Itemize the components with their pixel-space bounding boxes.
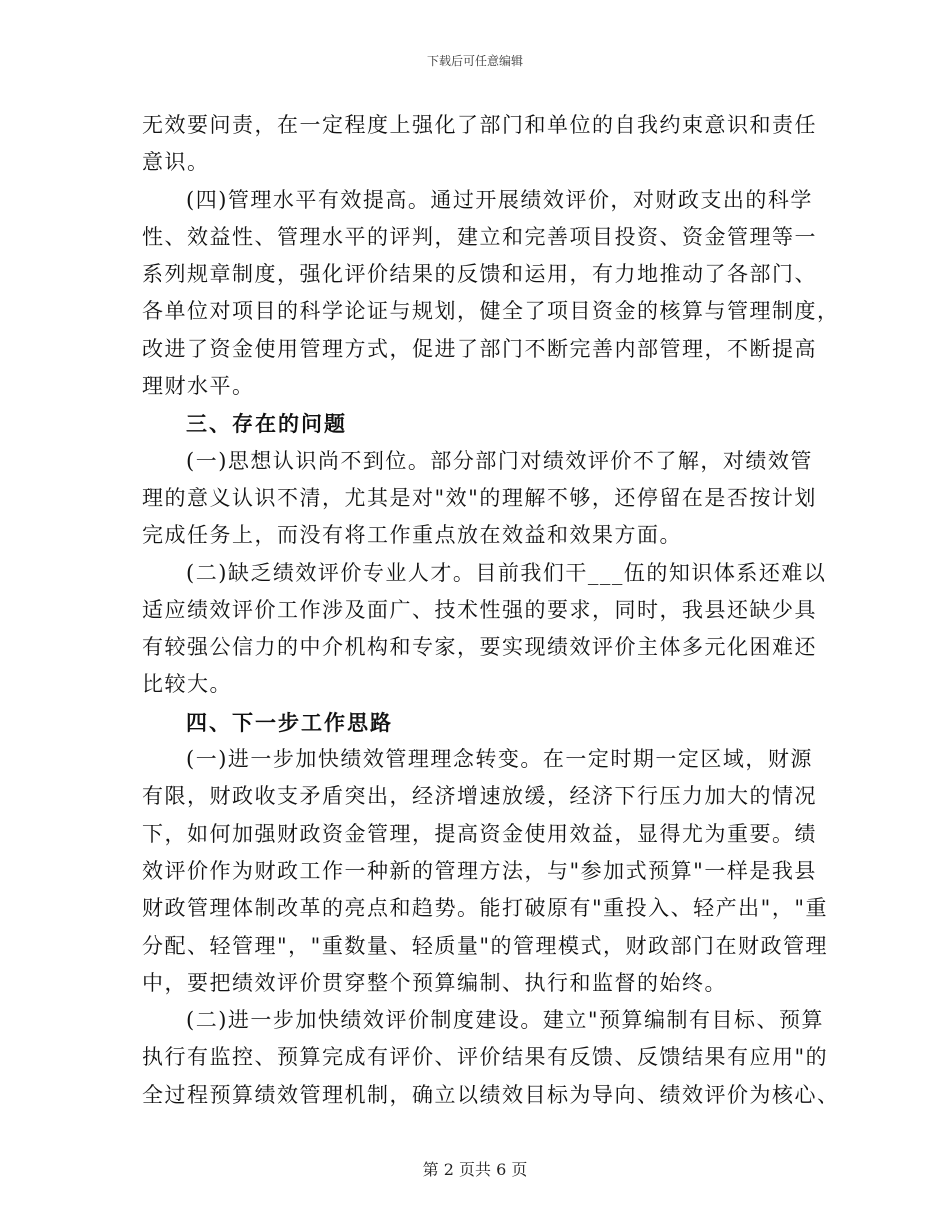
document-body (142, 107, 840, 1114)
text-line: 改进了资金使用管理方式，促进了部门不断完善内部管理，不断提高 (142, 336, 817, 361)
text-line: 比较大。 (142, 672, 232, 697)
text-line: 意识。 (142, 150, 210, 175)
text-line: (一)进一步加快绩效管理理念转变。在一定时期一定区域，财源 (186, 747, 813, 772)
text-line: 有限，财政收支矛盾突出，经济增速放缓，经济下行压力加大的情况 (142, 784, 817, 809)
text-line: 效评价作为财政工作一种新的管理方法，与"参加式预算"一样是我县 (142, 858, 817, 883)
text-line: 全过程预算绩效管理机制，确立以绩效目标为导向、绩效评价为核心、 (142, 1082, 840, 1107)
text-line: 执行有监控、预算完成有评价、评价结果有反馈、反馈结果有应用"的 (142, 1045, 829, 1070)
text-line: 分配、轻管理"，"重数量、轻质量"的管理模式，财政部门在财政管理 (142, 933, 828, 958)
text-line: 理财水平。 (142, 374, 255, 399)
text-line: 完成任务上，而没有将工作重点放在效益和效果方面。 (142, 523, 682, 548)
text-line: 各单位对项目的科学论证与规划，健全了项目资金的核算与管理制度， (142, 299, 840, 324)
text-line: 有较强公信力的中介机构和专家，要实现绩效评价主体多元化困难还 (142, 635, 817, 660)
text-line: (一)思想认识尚不到位。部分部门对绩效评价不了解，对绩效管 (186, 448, 813, 473)
section-heading: 四、下一步工作思路 (186, 709, 393, 735)
text-line: 系列规章制度，强化评价结果的反馈和运用，有力地推动了各部门、 (142, 262, 817, 287)
text-line: 财政管理体制改革的亮点和趋势。能打破原有"重投入、轻产出"，"重 (142, 896, 828, 921)
text-line: 性、效益性、管理水平的评判，建立和完善项目投资、资金管理等一 (142, 224, 817, 249)
text-line: 无效要问责，在一定程度上强化了部门和单位的自我约束意识和责任 (142, 113, 817, 137)
text-line: (二)缺乏绩效评价专业人才。目前我们干___伍的知识体系还难以 (186, 560, 827, 585)
page-header: 下载后可任意编辑 (426, 54, 523, 68)
section-heading: 三、存在的问题 (186, 411, 347, 437)
text-line: (四)管理水平有效提高。通过开展绩效评价，对财政支出的科学 (186, 187, 813, 212)
text-line: 中，要把绩效评价贯穿整个预算编制、执行和监督的始终。 (142, 970, 727, 995)
text-line: (二)进一步加快绩效评价制度建设。建立"预算编制有目标、预算 (186, 1008, 825, 1033)
text-line: 适应绩效评价工作涉及面广、技术性强的要求，同时，我县还缺少具 (142, 597, 817, 622)
text-line: 下，如何加强财政资金管理，提高资金使用效益，显得尤为重要。绩 (142, 821, 817, 846)
page-footer: 第 2 页共 6 页 (422, 1160, 528, 1179)
text-line: 理的意义认识不清，尤其是对"效"的理解不够，还停留在是否按计划 (142, 485, 817, 510)
